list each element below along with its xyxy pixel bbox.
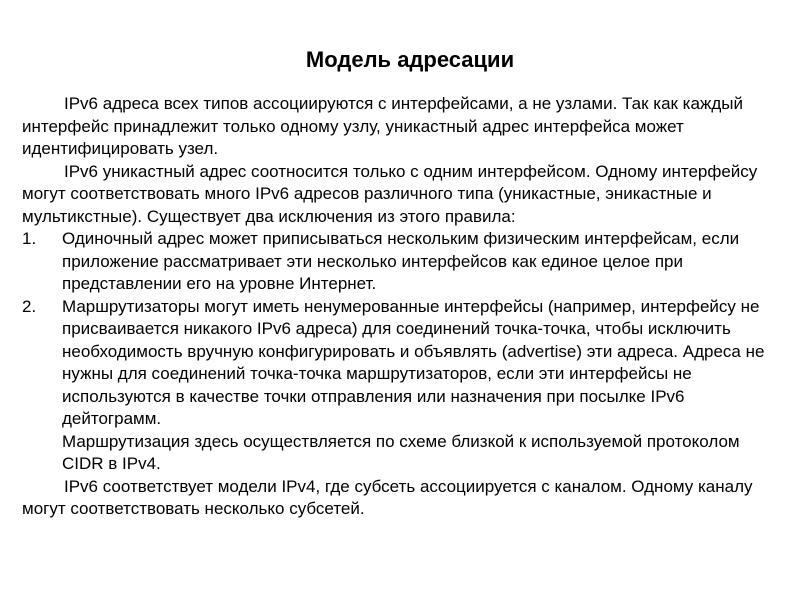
paragraph-2: IPv6 уникастный адрес соотносится только с одним интерфейсом. Одному интерфейсу могут соответствовать много IPv6 адресов различного типа (уникастные, эникастные и мультикстные). Существует два исключения из этого правила:	[22, 161, 758, 226]
list-item-text: Одиночный адрес может приписываться нескольким физическим интерфейсам, если приложение рассматривает эти несколько интерфейсов как единое целое при представлении его на уровне Интернет.	[62, 229, 740, 293]
slide-title: Модель адресации	[305, 47, 515, 72]
list-item-text: Маршрутизаторы могут иметь ненумерованные интерфейсы (например, интерфейсу не присваивается никакого IPv6 адреса) для соединений точка-точка, чтобы исключить необходимость вручную конфигурировать и объявлять (advertise) эти адреса. Адреса не нужны для соединений точка-точка маршрутизаторов, если эти интерфейсы не используются в качестве точки отправления или назначения при посылке IPv6 дейтограмм.	[62, 296, 765, 428]
list-item	[22, 228, 784, 296]
list-item-number: 1.	[22, 229, 37, 248]
paragraph-1: IPv6 адреса всех типов ассоциируются с интерфейсами, а не узлами. Так как каждый интерфейс принадлежит только одному узлу, уникастный адрес интерфейса может идентифицировать узел.	[22, 94, 743, 158]
list-item-number: 2.	[22, 296, 37, 316]
closing-paragraph: IPv6 соответствует модели IPv4, где субсеть ассоциируется с каналом. Одному каналу могут соответствовать несколько субсетей.	[22, 476, 753, 518]
list-item	[22, 296, 784, 476]
exceptions-list	[22, 228, 784, 476]
slide-body	[22, 93, 784, 521]
list-item-continuation: Маршрутизация здесь осуществляется по схеме близкой к используемой протоколом CIDR в IPv4.	[62, 431, 740, 473]
